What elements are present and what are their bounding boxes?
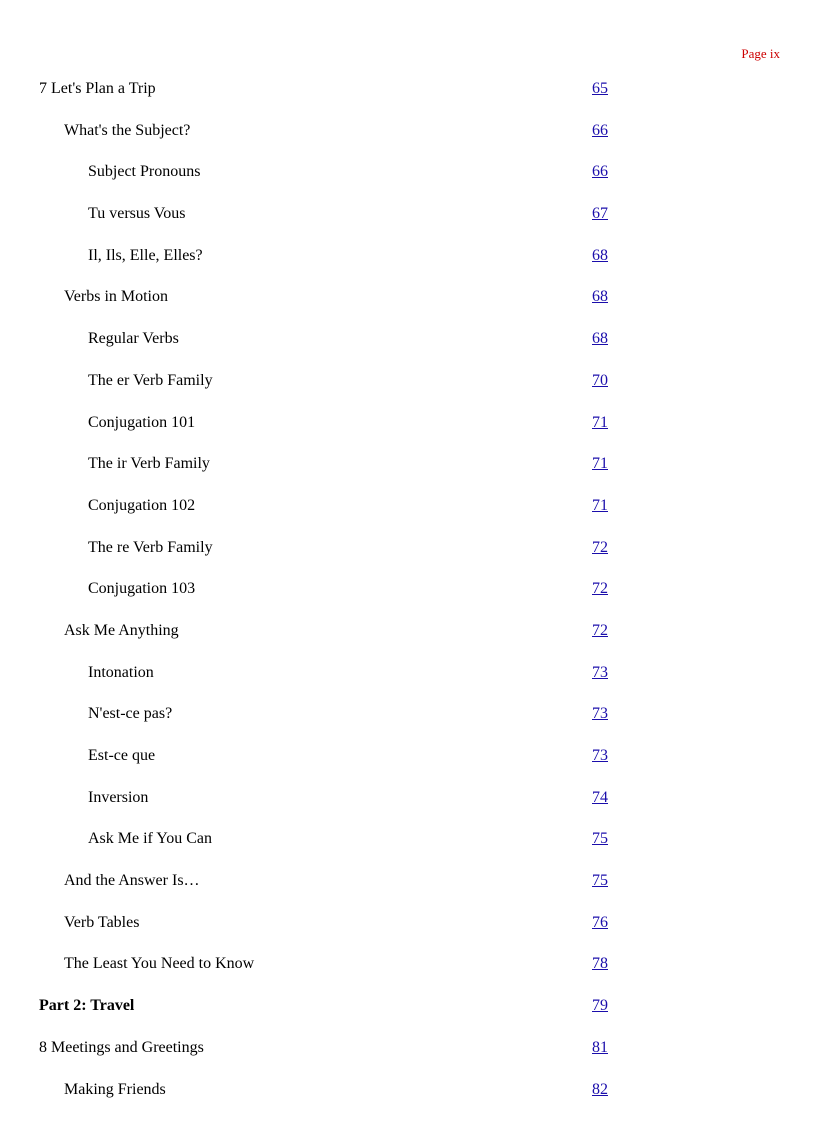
toc-entry-title: Part 2: Travel — [39, 997, 135, 1015]
toc-entry — [0, 494, 816, 536]
toc-entry-title: Est-ce que — [88, 747, 156, 764]
toc-page-link[interactable]: 68 — [592, 288, 608, 306]
toc-entry-title: Il, Ils, Elle, Elles? — [88, 246, 203, 264]
toc-entry-title: Ask Me Anything — [64, 621, 179, 639]
toc-entry — [0, 661, 816, 703]
toc-entry — [0, 744, 816, 786]
toc-entry-title: The ir Verb Family — [88, 455, 210, 473]
toc-entry — [0, 869, 816, 911]
toc-entry — [0, 411, 816, 453]
toc-page-link[interactable]: 76 — [592, 913, 608, 931]
toc-entry — [0, 786, 816, 828]
toc-entry — [0, 202, 816, 244]
toc-page-link[interactable]: 71 — [592, 455, 608, 473]
page-label: Page ix — [741, 46, 780, 61]
toc-page-link[interactable]: 67 — [592, 205, 608, 223]
toc-entry — [0, 619, 816, 661]
toc-entry — [0, 702, 816, 744]
toc-entry-title: The Least You Need to Know — [64, 955, 255, 973]
toc-entry-title: Intonation — [88, 663, 154, 681]
toc-page-link[interactable]: 73 — [592, 663, 608, 681]
toc-entry — [0, 369, 816, 411]
toc-page-link[interactable]: 75 — [592, 830, 608, 848]
toc-page-link[interactable]: 68 — [592, 246, 608, 264]
toc-entry-title: 7 Let's Plan a Trip — [39, 80, 156, 97]
toc-page-link[interactable]: 71 — [592, 496, 608, 514]
toc-entry-title: The re Verb Family — [88, 538, 213, 556]
toc-entry-title: Regular Verbs — [88, 330, 179, 348]
toc-page-link[interactable]: 65 — [592, 80, 608, 97]
toc-entry — [0, 119, 816, 161]
toc-entry — [0, 285, 816, 327]
toc-entry-title: Conjugation 103 — [88, 580, 196, 598]
toc-page-link[interactable]: 74 — [592, 788, 608, 806]
toc-entry-title: Making Friends — [64, 1080, 166, 1098]
toc-entry — [0, 452, 816, 494]
toc-page-link[interactable]: 72 — [592, 580, 608, 598]
toc-page-link[interactable]: 68 — [592, 330, 608, 348]
toc-entry — [0, 994, 816, 1036]
toc-entry — [0, 827, 816, 869]
toc-entry — [0, 327, 816, 369]
toc-page-link[interactable]: 73 — [592, 705, 608, 723]
toc-entry — [0, 952, 816, 994]
toc-entry-title: Conjugation 101 — [88, 413, 196, 431]
toc-entry-title: Verb Tables — [64, 913, 140, 931]
toc-page-link[interactable]: 66 — [592, 121, 608, 139]
toc-entry — [0, 577, 816, 619]
toc-entry — [0, 77, 816, 119]
toc-entry-title: Tu versus Vous — [88, 205, 186, 223]
toc-page-link[interactable]: 71 — [592, 413, 608, 431]
toc-entry — [0, 911, 816, 953]
toc-page-link[interactable]: 78 — [592, 955, 608, 973]
toc-entry-title: What's the Subject? — [64, 121, 191, 139]
toc-entry — [0, 160, 816, 202]
toc-entry — [0, 1036, 816, 1078]
toc-entry-title: Inversion — [88, 788, 149, 806]
toc-page-link[interactable]: 73 — [592, 747, 608, 764]
toc-page-link[interactable]: 75 — [592, 872, 608, 890]
toc-entry — [0, 1078, 816, 1120]
toc-page-link[interactable]: 81 — [592, 1038, 608, 1056]
toc-page-link[interactable]: 66 — [592, 163, 608, 181]
toc-page-link[interactable]: 70 — [592, 371, 608, 389]
toc-entry-title: N'est-ce pas? — [88, 705, 173, 723]
toc-entry-title: The er Verb Family — [88, 371, 213, 389]
toc-entry — [0, 536, 816, 578]
toc-entry-title: Subject Pronouns — [88, 163, 201, 181]
table-of-contents — [0, 77, 816, 1119]
toc-entry — [0, 244, 816, 286]
toc-entry-title: Verbs in Motion — [64, 288, 168, 306]
toc-page-link[interactable]: 72 — [592, 538, 608, 556]
toc-entry-title: Conjugation 102 — [88, 496, 196, 514]
toc-entry-title: 8 Meetings and Greetings — [39, 1038, 204, 1056]
toc-page-link[interactable]: 79 — [592, 997, 608, 1015]
toc-entry-title: And the Answer Is… — [64, 872, 200, 890]
toc-page-link[interactable]: 72 — [592, 621, 608, 639]
toc-page-link[interactable]: 82 — [592, 1080, 608, 1098]
toc-entry-title: Ask Me if You Can — [88, 830, 213, 848]
